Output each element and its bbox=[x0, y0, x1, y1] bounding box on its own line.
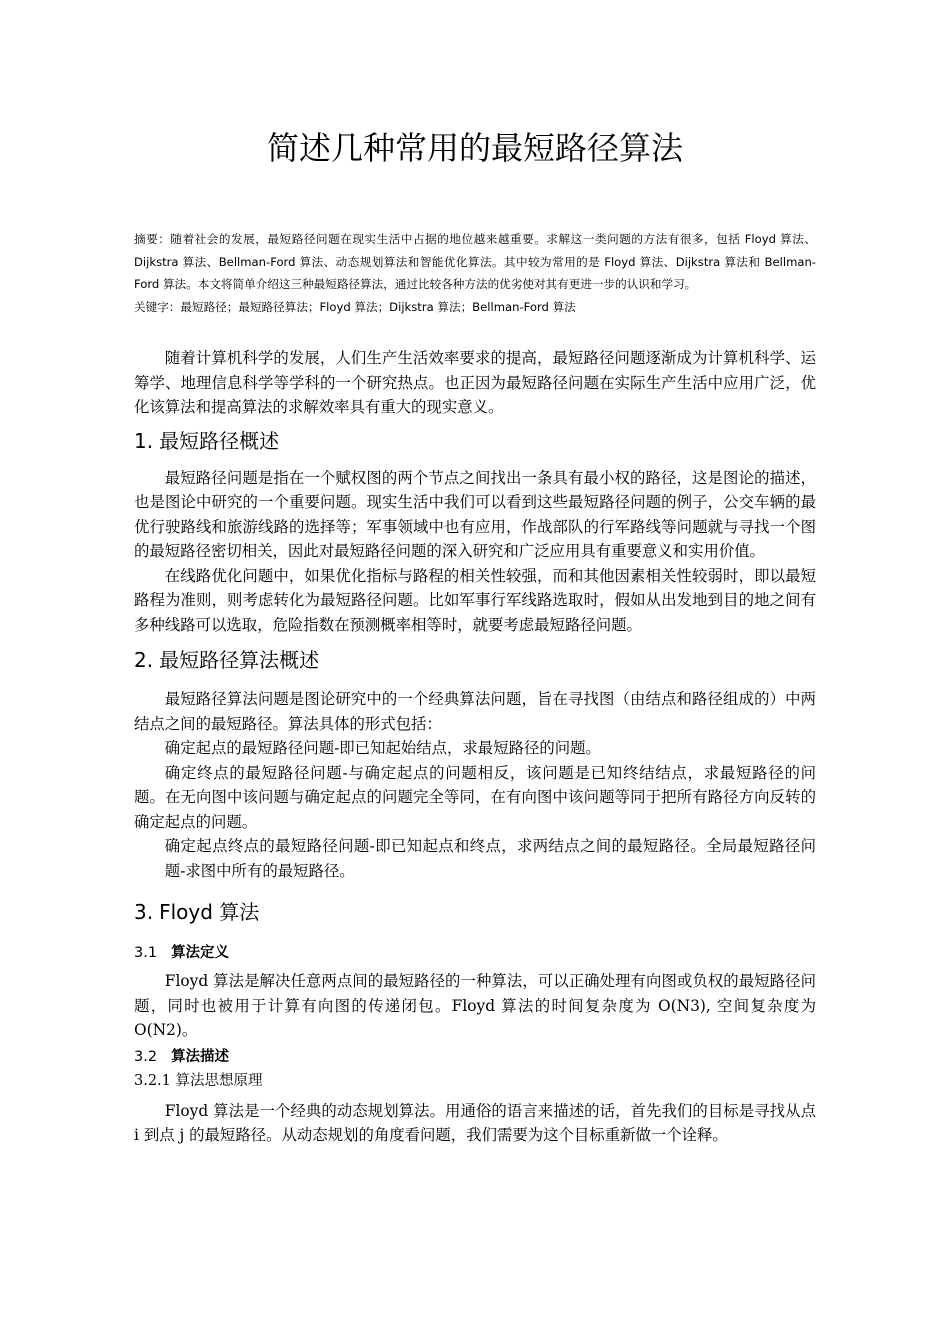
section-1-paragraph-2: 在线路优化问题中，如果优化指标与路程的相关性较强，而和其他因素相关性较弱时，即以最短路程为准则，则考虑转化为最短路径问题。比如军事行军线路选取时，假如从出发地到目的地之间有多种线路可以选取，危险指数在预测概率相等时，就要考虑最短路径问题。 bbox=[134, 566, 816, 634]
subsection-3-1-paragraph: Floyd 算法是解决任意两点间的最短路径的一种算法，可以正确处理有向图或负权的最短路径问题，同时也被用于计算有向图的传递闭包。Floyd 算法的时间复杂度为 O(N3), 空间复杂度为 O(N2)。 bbox=[134, 972, 816, 1039]
subsection-3-1-number: 3.1 bbox=[134, 945, 158, 961]
body-text bbox=[134, 346, 816, 1148]
section-2-title: 最短路径算法概述 bbox=[159, 648, 320, 672]
subsection-3-1-title: 算法定义 bbox=[171, 945, 230, 961]
section-2-paragraph-4: 确定起点终点的最短路径问题-即已知起点和终点，求两结点之间的最短路径。全局最短路径问题-求图中所有的最短路径。 bbox=[164, 837, 816, 880]
subsection-3-2-number: 3.2 bbox=[134, 1048, 158, 1065]
subsection-3-2-heading bbox=[134, 1045, 816, 1069]
section-2-paragraph-3: 确定终点的最短路径问题-与确定起点的问题相反，该问题是已知终结结点，求最短路径的问题。在无向图中该问题与确定起点的问题完全等同，在有向图中该问题等同于把所有路径方向反转的确定起点的问题。 bbox=[134, 763, 816, 831]
section-3-number: 3. bbox=[134, 900, 154, 924]
section-1-heading bbox=[134, 426, 816, 456]
abstract-text: 摘要：随着社会的发展，最短路径问题在现实生活中占据的地位越来越重要。求解这一类问题的方法有很多，包括 Floyd 算法、Dijkstra 算法、Bellman-Ford 算法、动态规划算法和智能优化算法。其中较为常用的是 Floyd 算法、Dijkstra 算法和 Bellman-Ford 算法。本文将简单介绍这三种最短路径算法，通过比较各种方法的优劣使对其有更进一步的认识和学习。 bbox=[134, 232, 817, 291]
section-2-paragraph-2: 确定起点的最短路径问题-即已知起始结点，求最短路径的问题。 bbox=[164, 739, 601, 757]
section-2-heading bbox=[134, 645, 816, 675]
subsection-3-2-title: 算法描述 bbox=[171, 1048, 230, 1065]
section-3-title: Floyd 算法 bbox=[159, 900, 260, 924]
section-2-paragraph-1: 最短路径算法问题是图论研究中的一个经典算法问题，旨在寻找图（由结点和路径组成的）中两结点之间的最短路径。算法具体的形式包括： bbox=[134, 690, 816, 733]
subsection-3-2-1-heading: 3.2.1 算法思想原理 bbox=[134, 1072, 263, 1089]
section-3-heading bbox=[134, 897, 816, 927]
intro-paragraph: 随着计算机科学的发展，人们生产生活效率要求的提高，最短路径问题逐渐成为计算机科学、运筹学、地理信息科学等学科的一个研究热点。也正因为最短路径问题在实际生产生活中应用广泛，优化该算法和提高算法的求解效率具有重大的现实意义。 bbox=[134, 349, 816, 416]
keywords-text: 关键字：最短路径；最短路径算法；Floyd 算法；Dijkstra 算法；Bellman-Ford 算法 bbox=[134, 299, 576, 314]
section-1-number: 1. bbox=[134, 428, 154, 453]
abstract-block bbox=[134, 228, 816, 318]
subsection-3-1-heading bbox=[134, 941, 816, 965]
section-1-paragraph-1: 最短路径问题是指在一个赋权图的两个节点之间找出一条具有最小权的路径，这是图论的描述，也是图论中研究的一个重要问题。现实生活中我们可以看到这些最短路径问题的例子，公交车辆的最优行驶路线和旅游线路的选择等；军事领域中也有应用，作战部队的行军路线等问题就与寻找一个图的最短路径密切相关，因此对最短路径问题的深入研究和广泛应用具有重要意义和实用价值。 bbox=[134, 468, 816, 560]
section-1-title: 最短路径概述 bbox=[159, 428, 280, 453]
subsection-3-2-1-paragraph: Floyd 算法是一个经典的动态规划算法。用通俗的语言来描述的话，首先我们的目标是寻找从点 i 到点 j 的最短路径。从动态规划的角度看问题，我们需要为这个目标重新做一个诠释。 bbox=[134, 1101, 816, 1144]
section-2-number: 2. bbox=[134, 648, 154, 672]
paper-title: 简述几种常用的最短路径算法 bbox=[266, 129, 683, 167]
